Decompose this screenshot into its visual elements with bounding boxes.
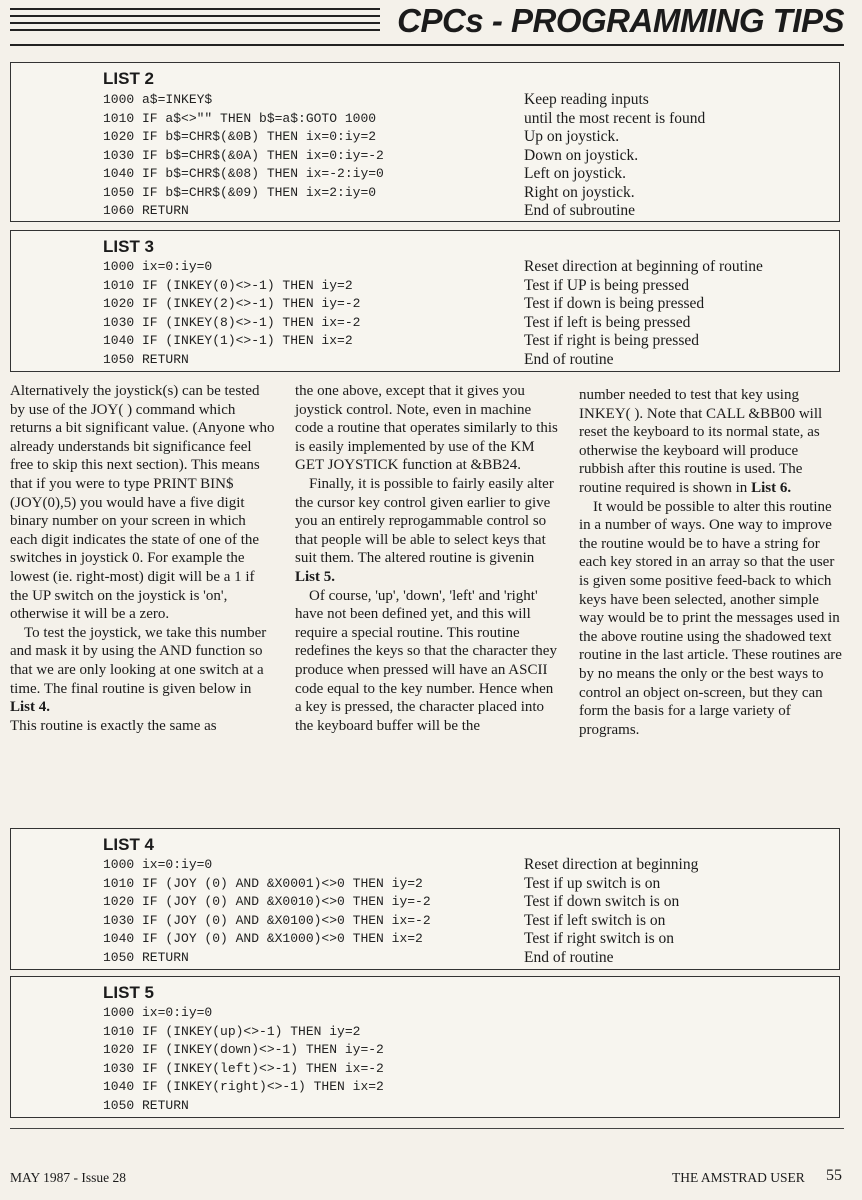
article-paragraph: Of course, 'up', 'down', 'left' and 'right' have not been defined yet, and this will require a special routine. This routine redefines the keys so that the character they produce when pressed will have an ASCII code equal to the key number. Hence when a key is pressed, the character placed into the keyboard buffer will be the [295,587,557,734]
list-reference: List 4. [10,699,51,716]
list-reference: List 6. [751,479,792,496]
list-reference: List 5. [295,568,336,585]
list3-comment: Reset direction at beginning of routine [524,258,763,275]
header-underline [10,44,844,46]
article-paragraph: Alternatively the joystick(s) can be tested by use of the JOY( ) command which returns a bit significant value. (Anyone who already understands bit significance feel free to skip this next section). This means that if you were to type PRINT BIN$ (JOY(0),5) you would have a five digit binary number on your screen in which each digit indicates the state of one of the switches in joystick 0. For example the lowest (ie. right-most) digit will be a 1 if the UP switch on the joystick is 'on', otherwise it will be a zero. [10,383,275,623]
list2-code-line: 1030 IF b$=CHR$(&0A) THEN ix=0:iy=-2 [103,147,384,163]
list2-code-line: 1040 IF b$=CHR$(&08) THEN ix=-2:iy=0 [103,166,384,181]
list3-comment: Test if left is being pressed [524,313,691,331]
article-text: Finally, it is possible to fairly easily alter the cursor key control given earlier to give you an entirely reprogammable control so that people will be able to select keys that suit them. The altered routine is givenin [295,475,554,567]
list5-title: LIST 5 [103,983,155,1002]
list4-comment: Test if left switch is on [524,911,666,929]
list3-code-line: 1000 ix=0:iy=0 [103,259,213,274]
list4-comment: Test if up switch is on [524,874,661,892]
article-text: To test the joystick, we take this number and mask it by using the AND function so that we are only looking at one switch at a time. The final routine is given below in [10,624,267,697]
list2-title: LIST 2 [103,69,155,88]
article-paragraph: It would be possible to alter this routine in a number of ways. One way to improve the routine would be to have a string for each key stored in an array so that the user is given some positive feed-back to which keys have been selected, another simple way would be to print the messages used in the above routine using the shadowed text routine in the last article. These routines are by no means the only or the best ways to control an object on-screen, but they can form the basis for a large variety of programs. [579,498,842,738]
list5-code-line: 1010 IF (INKEY(up)<>-1) THEN iy=2 [103,1023,361,1039]
list4-comment: Reset direction at beginning [524,856,699,873]
list3-comment: End of routine [524,350,614,368]
page-header [0,0,862,50]
page-number: 55 [826,1167,842,1184]
list3-title: LIST 3 [103,237,155,256]
list3-box [10,230,840,372]
list2-code-line: 1020 IF b$=CHR$(&0B) THEN ix=0:iy=2 [103,129,377,144]
list3-comment: Test if down is being pressed [524,295,705,312]
article-paragraph [295,475,560,587]
list4-code-line: 1050 RETURN [103,949,189,965]
article-paragraph [10,624,275,717]
list2-code-line: 1050 IF b$=CHR$(&09) THEN ix=2:iy=0 [103,184,377,200]
list4-comment: Test if down switch is on [524,893,680,910]
footer-issue: MAY 1987 - Issue 28 [10,1170,127,1185]
list4-code-line: 1000 ix=0:iy=0 [103,857,213,872]
list3-comment: Test if right is being pressed [524,332,699,349]
article-column-2 [295,382,560,735]
list2-comment: until the most recent is found [524,109,706,127]
list5-code-line: 1030 IF (INKEY(left)<>-1) THEN ix=-2 [103,1060,384,1076]
list4-code-line: 1040 IF (JOY (0) AND &X1000)<>0 THEN ix=2 [103,931,423,946]
list4-code-line: 1030 IF (JOY (0) AND &X0100)<>0 THEN ix=-2 [103,912,431,928]
list4-title: LIST 4 [103,835,155,854]
list5-code-line: 1000 ix=0:iy=0 [103,1005,213,1020]
list2-comment: Keep reading inputs [524,91,649,108]
list3-code-line: 1040 IF (INKEY(1)<>-1) THEN ix=2 [103,333,353,348]
list2-comment: Left on joystick. [524,165,627,182]
article-paragraph: This routine is exactly the same as [10,717,217,734]
list2-box [10,62,840,222]
list4-comment: Test if right switch is on [524,930,675,947]
list4-comment: End of routine [524,948,614,966]
article-paragraph: the one above, except that it gives you joystick control. Note, even in machine code a routine that operates similarly to this is easily implemented by use of the KM GET JOYSTICK function at &BB24. [295,383,558,474]
list4-code-line: 1010 IF (JOY (0) AND &X0001)<>0 THEN iy=2 [103,875,423,891]
footer-magazine: THE AMSTRAD USER [672,1170,805,1185]
list2-code-line: 1060 RETURN [103,203,189,218]
footer-rule [10,1128,844,1129]
page-title: CPCs - PROGRAMMING TIPS [397,2,844,39]
article-text: number needed to test that key using INKEY( ). Note that CALL &BB00 will reset the keyboard to its normal state, as otherwise the keyboard will produce rubbish after this routine is used. The routine required is shown in [579,387,823,496]
list5-box [10,976,840,1118]
article-paragraph [579,386,844,498]
list3-code-line: 1010 IF (INKEY(0)<>-1) THEN iy=2 [103,277,353,293]
list4-box [10,828,840,970]
list2-comment: Right on joystick. [524,183,635,201]
list3-comment: Test if UP is being pressed [524,276,689,294]
list2-comment: Down on joystick. [524,146,639,164]
list3-code-line: 1030 IF (INKEY(8)<>-1) THEN ix=-2 [103,314,361,330]
list2-comment: Up on joystick. [524,128,620,145]
list2-code-line: 1010 IF a$<>"" THEN b$=a$:GOTO 1000 [103,110,377,126]
list5-code-line: 1040 IF (INKEY(right)<>-1) THEN ix=2 [103,1079,384,1094]
article-column-3 [579,386,844,739]
list5-code-line: 1020 IF (INKEY(down)<>-1) THEN iy=-2 [103,1042,384,1057]
header-rules [10,8,380,36]
article-column-1 [10,382,275,735]
list2-comment: End of subroutine [524,202,636,219]
list5-code-line: 1050 RETURN [103,1097,189,1113]
list3-code-line: 1050 RETURN [103,351,189,367]
list2-code-line: 1000 a$=INKEY$ [103,92,213,107]
list4-code-line: 1020 IF (JOY (0) AND &X0010)<>0 THEN iy=-2 [103,894,431,909]
list3-code-line: 1020 IF (INKEY(2)<>-1) THEN iy=-2 [103,296,361,311]
